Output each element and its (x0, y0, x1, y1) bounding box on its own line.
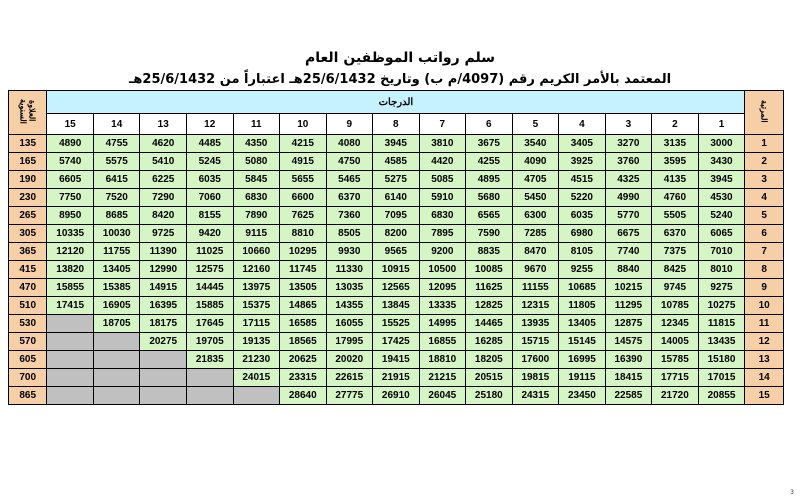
empty-cell (186, 387, 233, 405)
rank-cell: 2 (745, 153, 784, 171)
salary-cell: 6980 (559, 225, 606, 243)
salary-cell: 5080 (233, 153, 280, 171)
salary-cell: 15145 (559, 333, 606, 351)
salary-cell: 14575 (605, 333, 652, 351)
salary-cell: 3925 (559, 153, 606, 171)
salary-cell: 8840 (605, 261, 652, 279)
salary-cell: 7010 (698, 243, 745, 261)
grade-header-cell: 1 (698, 114, 745, 135)
salary-cell: 7740 (605, 243, 652, 261)
salary-cell: 5575 (93, 153, 140, 171)
increment-cell: 305 (9, 225, 47, 243)
salary-cell: 6830 (233, 189, 280, 207)
salary-cell: 5085 (419, 171, 466, 189)
salary-cell: 7290 (140, 189, 187, 207)
salary-cell: 7375 (652, 243, 699, 261)
salary-cell: 17425 (373, 333, 420, 351)
salary-cell: 16995 (559, 351, 606, 369)
salary-cell: 12315 (512, 297, 559, 315)
salary-cell: 18565 (280, 333, 327, 351)
salary-cell: 5845 (233, 171, 280, 189)
empty-cell (93, 387, 140, 405)
salary-cell: 25180 (466, 387, 513, 405)
salary-cell: 4890 (47, 135, 94, 153)
increment-cell: 415 (9, 261, 47, 279)
salary-cell: 21215 (419, 369, 466, 387)
salary-cell: 11755 (93, 243, 140, 261)
salary-cell: 4485 (186, 135, 233, 153)
salary-scale-table (8, 90, 784, 405)
rank-cell: 11 (745, 315, 784, 333)
salary-cell: 12990 (140, 261, 187, 279)
salary-cell: 4325 (605, 171, 652, 189)
salary-cell: 20275 (140, 333, 187, 351)
grade-header-cell: 7 (419, 114, 466, 135)
salary-cell: 11625 (466, 279, 513, 297)
salary-cell: 10785 (652, 297, 699, 315)
empty-cell (186, 369, 233, 387)
grade-header-cell: 13 (140, 114, 187, 135)
salary-cell: 4080 (326, 135, 373, 153)
salary-cell: 15525 (373, 315, 420, 333)
empty-cell (93, 333, 140, 351)
salary-cell: 15785 (652, 351, 699, 369)
salary-cell: 4515 (559, 171, 606, 189)
salary-cell: 19705 (186, 333, 233, 351)
salary-cell: 13335 (419, 297, 466, 315)
salary-cell: 15385 (93, 279, 140, 297)
grade-header-cell: 4 (559, 114, 606, 135)
grade-header-cell: 8 (373, 114, 420, 135)
salary-cell: 7095 (373, 207, 420, 225)
salary-cell: 5245 (186, 153, 233, 171)
empty-cell (93, 351, 140, 369)
salary-cell: 8835 (466, 243, 513, 261)
salary-cell: 7590 (466, 225, 513, 243)
salary-cell: 14005 (652, 333, 699, 351)
empty-cell (47, 315, 94, 333)
salary-cell: 5450 (512, 189, 559, 207)
salary-cell: 3430 (698, 153, 745, 171)
salary-cell: 13975 (233, 279, 280, 297)
salary-cell: 26045 (419, 387, 466, 405)
salary-cell: 18175 (140, 315, 187, 333)
salary-cell: 21835 (186, 351, 233, 369)
salary-cell: 26910 (373, 387, 420, 405)
salary-cell: 11295 (605, 297, 652, 315)
table-row (9, 207, 784, 225)
salary-cell: 23450 (559, 387, 606, 405)
salary-cell: 4215 (280, 135, 327, 153)
salary-cell: 4760 (652, 189, 699, 207)
salary-cell: 13405 (559, 315, 606, 333)
salary-cell: 12825 (466, 297, 513, 315)
salary-cell: 15885 (186, 297, 233, 315)
salary-cell: 7625 (280, 207, 327, 225)
grades-row (9, 114, 784, 135)
salary-cell: 10275 (698, 297, 745, 315)
salary-cell: 5770 (605, 207, 652, 225)
salary-cell: 16905 (93, 297, 140, 315)
salary-cell: 9115 (233, 225, 280, 243)
salary-cell: 6605 (47, 171, 94, 189)
salary-cell: 5505 (652, 207, 699, 225)
empty-cell (47, 333, 94, 351)
salary-cell: 20020 (326, 351, 373, 369)
empty-cell (140, 387, 187, 405)
increment-cell: 230 (9, 189, 47, 207)
salary-cell: 6830 (419, 207, 466, 225)
salary-cell: 15180 (698, 351, 745, 369)
salary-cell: 4895 (466, 171, 513, 189)
salary-cell: 9745 (652, 279, 699, 297)
salary-cell: 8810 (280, 225, 327, 243)
salary-cell: 27775 (326, 387, 373, 405)
rank-cell: 5 (745, 207, 784, 225)
salary-cell: 6370 (326, 189, 373, 207)
salary-cell: 5240 (698, 207, 745, 225)
salary-cell: 6300 (512, 207, 559, 225)
salary-cell: 4135 (652, 171, 699, 189)
salary-cell: 7060 (186, 189, 233, 207)
rank-cell: 4 (745, 189, 784, 207)
grade-header-cell: 15 (47, 114, 94, 135)
salary-cell: 3135 (652, 135, 699, 153)
salary-cell: 10915 (373, 261, 420, 279)
salary-cell: 6065 (698, 225, 745, 243)
salary-cell: 18205 (466, 351, 513, 369)
grade-header-cell: 6 (466, 114, 513, 135)
table-row (9, 153, 784, 171)
rank-cell: 1 (745, 135, 784, 153)
salary-cell: 17015 (698, 369, 745, 387)
salary-cell: 11025 (186, 243, 233, 261)
salary-cell: 24315 (512, 387, 559, 405)
salary-cell: 4420 (419, 153, 466, 171)
salary-cell: 3945 (373, 135, 420, 153)
salary-cell: 13935 (512, 315, 559, 333)
table-row (9, 369, 784, 387)
salary-cell: 8010 (698, 261, 745, 279)
page-subtitle: المعتمد بالأمر الكريم رقم (4097/م ب) وتاريخ 25/6/1432هـ اعتباراً من 25/6/1432هـ (128, 72, 672, 87)
rank-cell: 7 (745, 243, 784, 261)
salary-cell: 4620 (140, 135, 187, 153)
salary-cell: 7520 (93, 189, 140, 207)
rank-cell: 3 (745, 171, 784, 189)
table-row (9, 297, 784, 315)
salary-cell: 3810 (419, 135, 466, 153)
salary-cell: 8950 (47, 207, 94, 225)
salary-cell: 19815 (512, 369, 559, 387)
salary-cell: 21230 (233, 351, 280, 369)
increment-cell: 135 (9, 135, 47, 153)
salary-cell: 10030 (93, 225, 140, 243)
rank-cell: 9 (745, 279, 784, 297)
grades-header: الدرجات (47, 91, 745, 114)
salary-cell: 9670 (512, 261, 559, 279)
empty-cell (47, 351, 94, 369)
salary-cell: 11805 (559, 297, 606, 315)
salary-cell: 5680 (466, 189, 513, 207)
salary-cell: 24015 (233, 369, 280, 387)
increment-cell: 470 (9, 279, 47, 297)
salary-cell: 11815 (698, 315, 745, 333)
salary-cell: 14355 (326, 297, 373, 315)
salary-cell: 16585 (280, 315, 327, 333)
salary-cell: 16855 (419, 333, 466, 351)
salary-cell: 8105 (559, 243, 606, 261)
table-row (9, 279, 784, 297)
salary-cell: 10085 (466, 261, 513, 279)
salary-cell: 3945 (698, 171, 745, 189)
salary-cell: 4090 (512, 153, 559, 171)
salary-cell: 20855 (698, 387, 745, 405)
increment-cell: 190 (9, 171, 47, 189)
salary-cell: 14995 (419, 315, 466, 333)
salary-cell: 4350 (233, 135, 280, 153)
salary-cell: 11330 (326, 261, 373, 279)
grade-header-cell: 2 (652, 114, 699, 135)
salary-cell: 3675 (466, 135, 513, 153)
salary-cell: 13405 (93, 261, 140, 279)
salary-cell: 22615 (326, 369, 373, 387)
salary-cell: 16390 (605, 351, 652, 369)
salary-cell: 3760 (605, 153, 652, 171)
empty-cell (47, 369, 94, 387)
salary-cell: 4585 (373, 153, 420, 171)
salary-cell: 13845 (373, 297, 420, 315)
grade-header-cell: 12 (186, 114, 233, 135)
salary-cell: 10660 (233, 243, 280, 261)
salary-cell: 12160 (233, 261, 280, 279)
salary-cell: 12095 (419, 279, 466, 297)
salary-cell: 6370 (652, 225, 699, 243)
salary-cell: 6415 (93, 171, 140, 189)
salary-cell: 9200 (419, 243, 466, 261)
table-row (9, 387, 784, 405)
salary-cell: 4255 (466, 153, 513, 171)
salary-cell: 8470 (512, 243, 559, 261)
salary-cell: 20625 (280, 351, 327, 369)
salary-cell: 6035 (559, 207, 606, 225)
grade-header-cell: 14 (93, 114, 140, 135)
salary-cell: 8505 (326, 225, 373, 243)
salary-cell: 16055 (326, 315, 373, 333)
table-row (9, 189, 784, 207)
increment-cell: 265 (9, 207, 47, 225)
salary-cell: 6140 (373, 189, 420, 207)
table-row (9, 261, 784, 279)
salary-cell: 17645 (186, 315, 233, 333)
rank-header: المرتبة (745, 91, 784, 135)
increment-cell: 165 (9, 153, 47, 171)
salary-cell: 14865 (280, 297, 327, 315)
increment-cell: 570 (9, 333, 47, 351)
salary-cell: 4750 (326, 153, 373, 171)
empty-cell (47, 387, 94, 405)
salary-cell: 17600 (512, 351, 559, 369)
salary-cell: 8200 (373, 225, 420, 243)
salary-cell: 6675 (605, 225, 652, 243)
salary-cell: 4915 (280, 153, 327, 171)
increment-cell: 530 (9, 315, 47, 333)
salary-cell: 10295 (280, 243, 327, 261)
salary-cell: 17115 (233, 315, 280, 333)
salary-cell: 15715 (512, 333, 559, 351)
salary-cell: 14465 (466, 315, 513, 333)
grade-header-cell: 9 (326, 114, 373, 135)
salary-cell: 15375 (233, 297, 280, 315)
salary-cell: 13435 (698, 333, 745, 351)
table-row (9, 315, 784, 333)
salary-cell: 18705 (93, 315, 140, 333)
salary-cell: 12575 (186, 261, 233, 279)
increment-cell: 700 (9, 369, 47, 387)
salary-cell: 13505 (280, 279, 327, 297)
table-row (9, 225, 784, 243)
table-header-row (9, 91, 784, 114)
salary-cell: 17715 (652, 369, 699, 387)
salary-cell: 22585 (605, 387, 652, 405)
grade-header-cell: 10 (280, 114, 327, 135)
salary-cell: 14445 (186, 279, 233, 297)
salary-cell: 21720 (652, 387, 699, 405)
salary-cell: 10500 (419, 261, 466, 279)
salary-cell: 11390 (140, 243, 187, 261)
page-title: سلم رواتب الموظفين العام (305, 50, 495, 66)
salary-cell: 12565 (373, 279, 420, 297)
page-number: 3 (790, 489, 794, 496)
salary-cell: 14915 (140, 279, 187, 297)
salary-cell: 4530 (698, 189, 745, 207)
salary-cell: 9275 (698, 279, 745, 297)
salary-cell: 6225 (140, 171, 187, 189)
increment-cell: 510 (9, 297, 47, 315)
salary-cell: 17995 (326, 333, 373, 351)
salary-cell: 8425 (652, 261, 699, 279)
salary-cell: 10685 (559, 279, 606, 297)
salary-cell: 11745 (280, 261, 327, 279)
salary-cell: 9565 (373, 243, 420, 261)
salary-cell: 8685 (93, 207, 140, 225)
salary-cell: 7750 (47, 189, 94, 207)
salary-cell: 12120 (47, 243, 94, 261)
increment-cell: 865 (9, 387, 47, 405)
empty-cell (233, 387, 280, 405)
salary-cell: 20515 (466, 369, 513, 387)
grade-header-cell: 3 (605, 114, 652, 135)
rank-cell: 10 (745, 297, 784, 315)
salary-cell: 7895 (419, 225, 466, 243)
salary-cell: 4755 (93, 135, 140, 153)
salary-cell: 5740 (47, 153, 94, 171)
salary-cell: 7360 (326, 207, 373, 225)
table-row (9, 351, 784, 369)
salary-cell: 3270 (605, 135, 652, 153)
salary-cell: 5220 (559, 189, 606, 207)
rank-cell: 13 (745, 351, 784, 369)
salary-cell: 9930 (326, 243, 373, 261)
rank-cell: 15 (745, 387, 784, 405)
grade-header-cell: 11 (233, 114, 280, 135)
salary-cell: 21915 (373, 369, 420, 387)
salary-cell: 16395 (140, 297, 187, 315)
salary-cell: 12345 (652, 315, 699, 333)
salary-cell: 7890 (233, 207, 280, 225)
table-row (9, 243, 784, 261)
table-row (9, 333, 784, 351)
table-row (9, 135, 784, 153)
increment-cell: 605 (9, 351, 47, 369)
salary-cell: 3595 (652, 153, 699, 171)
salary-cell: 10215 (605, 279, 652, 297)
table-row (9, 171, 784, 189)
salary-cell: 12875 (605, 315, 652, 333)
rank-cell: 14 (745, 369, 784, 387)
salary-cell: 28640 (280, 387, 327, 405)
salary-cell: 8155 (186, 207, 233, 225)
empty-cell (140, 351, 187, 369)
salary-cell: 9255 (559, 261, 606, 279)
salary-cell: 10335 (47, 225, 94, 243)
salary-cell: 16285 (466, 333, 513, 351)
salary-cell: 17415 (47, 297, 94, 315)
salary-cell: 18415 (605, 369, 652, 387)
salary-cell: 5410 (140, 153, 187, 171)
salary-cell: 19415 (373, 351, 420, 369)
salary-cell: 11155 (512, 279, 559, 297)
salary-cell: 6035 (186, 171, 233, 189)
salary-cell: 5275 (373, 171, 420, 189)
salary-cell: 19135 (233, 333, 280, 351)
empty-cell (140, 369, 187, 387)
salary-cell: 8420 (140, 207, 187, 225)
salary-cell: 6565 (466, 207, 513, 225)
salary-cell: 7285 (512, 225, 559, 243)
salary-cell: 6600 (280, 189, 327, 207)
salary-cell: 3000 (698, 135, 745, 153)
salary-cell: 9420 (186, 225, 233, 243)
salary-cell: 5465 (326, 171, 373, 189)
salary-cell: 3540 (512, 135, 559, 153)
salary-cell: 13035 (326, 279, 373, 297)
salary-cell: 5655 (280, 171, 327, 189)
increment-header: العلاوة السنوية (9, 91, 47, 135)
salary-cell: 18810 (419, 351, 466, 369)
grade-header-cell: 5 (512, 114, 559, 135)
salary-cell: 19115 (559, 369, 606, 387)
empty-cell (93, 369, 140, 387)
rank-cell: 12 (745, 333, 784, 351)
salary-cell: 3405 (559, 135, 606, 153)
salary-cell: 15855 (47, 279, 94, 297)
salary-cell: 13820 (47, 261, 94, 279)
increment-cell: 365 (9, 243, 47, 261)
salary-cell: 9725 (140, 225, 187, 243)
salary-cell: 4705 (512, 171, 559, 189)
rank-cell: 8 (745, 261, 784, 279)
salary-cell: 23315 (280, 369, 327, 387)
rank-cell: 6 (745, 225, 784, 243)
salary-cell: 4990 (605, 189, 652, 207)
salary-cell: 5910 (419, 189, 466, 207)
